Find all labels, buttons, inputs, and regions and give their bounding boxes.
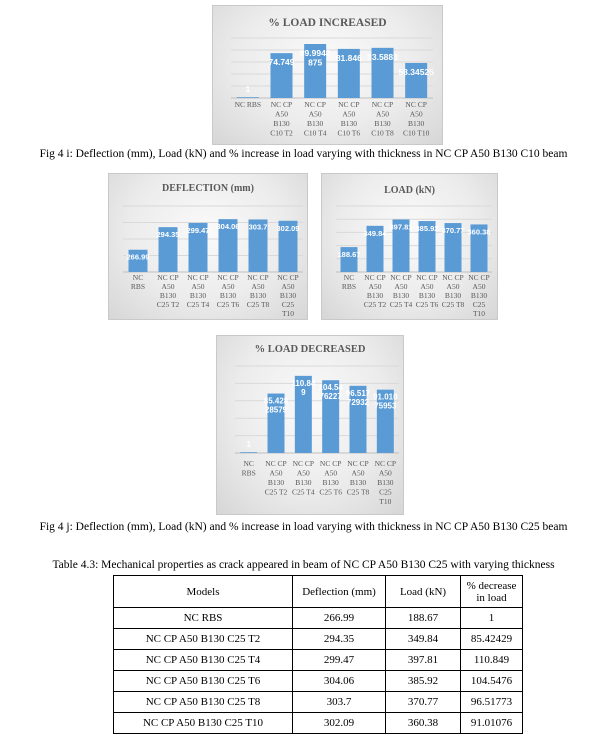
category-label: C25 T2	[264, 487, 288, 497]
category-label: NC	[343, 273, 355, 282]
category-label: B130	[159, 291, 177, 300]
table-row	[114, 692, 523, 713]
category-label: A50	[221, 282, 235, 291]
cell-percent: 85.42429	[461, 629, 523, 650]
chart-plot	[322, 174, 499, 321]
category-label: B130	[444, 291, 462, 300]
category-label: NC CP	[270, 100, 293, 109]
category-label: A50	[296, 468, 310, 478]
cell-percent: 91.01076	[461, 713, 523, 734]
data-label: 110.84	[291, 378, 316, 388]
category-label: B130	[219, 291, 237, 300]
category-label: B130	[408, 119, 425, 128]
category-label: C10 T10	[403, 128, 430, 138]
category-label: A50	[324, 468, 338, 478]
category-label: B130	[340, 119, 357, 128]
category-label: B130	[307, 119, 324, 128]
category-label: C25 T4	[292, 487, 315, 497]
category-label: C10 T6	[337, 128, 361, 138]
data-label: 89.9948	[299, 48, 331, 59]
table-caption: Table 4.3: Mechanical properties as crack appeared in beam of NC CP A50 B130 C25 with varying thickness	[52, 559, 555, 571]
category-label: B130	[322, 478, 339, 487]
cell-percent: 110.849	[461, 650, 523, 671]
cell-load: 360.38	[386, 713, 461, 734]
category-label: T10	[281, 309, 295, 318]
category-label: C25 T6	[216, 300, 240, 309]
data-label: 397.81	[389, 222, 413, 232]
category-label: A50	[420, 282, 434, 291]
category-label: A50	[446, 282, 460, 291]
cell-deflection: 304.06	[293, 671, 386, 692]
cell-deflection: 302.09	[293, 713, 386, 734]
category-label: C25 T8	[346, 487, 370, 497]
category-label: B130	[418, 291, 436, 300]
category-label: C25 T4	[186, 300, 210, 309]
header-percent-decrease: % decrease in load	[461, 576, 523, 608]
category-label: NC CP	[468, 273, 490, 282]
figure-caption-4i: Fig 4 i: Deflection (mm), Load (kN) and % increase in load varying with thickness in NC CP A50 B130 C10 beam	[39, 148, 568, 160]
category-label: NC CP	[371, 100, 394, 109]
data-label: 96.517	[345, 388, 371, 398]
deflection-chart	[108, 173, 308, 320]
table-row	[114, 629, 523, 650]
cell-load: 349.84	[386, 629, 461, 650]
category-label: A50	[281, 282, 295, 291]
category-label: C25 T6	[415, 300, 439, 309]
category-label: RBS	[241, 468, 256, 478]
category-label: NC CP	[374, 459, 397, 468]
category-label: A50	[378, 468, 392, 478]
data-label: 1	[246, 440, 251, 449]
cell-deflection: 266.99	[293, 608, 386, 629]
table-header-row	[114, 576, 523, 608]
data-label: 304.06	[216, 222, 240, 232]
category-label: A50	[376, 109, 389, 119]
cell-deflection: 294.35	[293, 629, 386, 650]
category-label: B130	[279, 291, 297, 300]
table-row	[114, 671, 523, 692]
chart-title: LOAD (kN)	[384, 185, 435, 196]
category-label: T10	[379, 497, 392, 506]
category-label: NC CP	[405, 100, 427, 109]
category-label: A50	[472, 282, 486, 291]
data-label: 294.35	[156, 230, 180, 240]
cell-model: NC CP A50 B130 C25 T8	[114, 692, 293, 713]
category-label: T10	[472, 309, 486, 318]
category-label: B130	[295, 478, 312, 487]
category-label: B130	[470, 291, 488, 300]
category-label: C25 T8	[441, 300, 465, 309]
header-load: Load (kN)	[386, 576, 461, 608]
category-label: NC CP	[364, 273, 386, 282]
category-label: NC CP	[390, 273, 412, 282]
category-label: NC CP	[265, 459, 287, 468]
category-label: B130	[349, 478, 367, 487]
data-label: 1	[245, 84, 251, 94]
category-label: C10 T8	[371, 128, 394, 138]
data-label: 81.846	[335, 52, 362, 63]
cell-model: NC CP A50 B130 C25 T10	[114, 713, 293, 734]
data-label: 370.77	[441, 226, 465, 236]
data-label: 9	[301, 387, 306, 397]
category-label: NC	[132, 273, 144, 282]
data-label: 72932	[346, 397, 370, 407]
category-label: NC CP	[247, 273, 269, 282]
category-label: NC CP	[187, 273, 209, 282]
cell-percent: 96.51773	[461, 692, 523, 713]
category-label: NC CP	[157, 273, 179, 282]
category-label: NC RBS	[234, 100, 262, 109]
category-label: NC CP	[416, 273, 438, 282]
category-label: C25	[472, 300, 486, 309]
category-label: A50	[308, 109, 322, 119]
data-label: 385.92	[415, 224, 439, 234]
data-label: 360.38	[467, 227, 491, 237]
category-label: NC CP	[292, 459, 315, 468]
data-label: 266.99	[126, 252, 150, 262]
load-increased-chart	[212, 5, 443, 145]
data-label: 302.09	[276, 223, 300, 233]
load-decreased-chart	[216, 335, 404, 515]
cell-load: 397.81	[386, 650, 461, 671]
category-label: B130	[366, 291, 384, 300]
chart-plot	[217, 336, 405, 516]
data-label: 83.5883	[367, 51, 398, 62]
load-chart	[321, 173, 498, 320]
data-label: 76227	[319, 392, 342, 402]
category-label: C25 T2	[156, 300, 180, 309]
category-label: B130	[392, 291, 410, 300]
table-row	[114, 713, 523, 734]
category-label: NC CP	[304, 100, 326, 109]
chart-title: % LOAD INCREASED	[268, 17, 387, 29]
category-label: A50	[394, 282, 408, 291]
category-label: A50	[269, 468, 283, 478]
category-label: C25 T2	[363, 300, 387, 309]
cell-load: 370.77	[386, 692, 461, 713]
category-label: A50	[251, 282, 265, 291]
category-label: C25	[281, 300, 295, 309]
data-label: 303.7	[248, 222, 268, 232]
category-label: A50	[351, 468, 365, 478]
data-label: 91.010	[373, 392, 398, 402]
category-label: NC CP	[217, 273, 239, 282]
header-models: Models	[114, 576, 293, 608]
data-label: 188.67	[337, 250, 361, 260]
category-label: NC CP	[442, 273, 464, 282]
category-label: C25	[379, 487, 392, 497]
category-label: NC	[243, 459, 254, 468]
category-label: A50	[368, 282, 382, 291]
category-label: B130	[189, 291, 207, 300]
bar	[237, 97, 259, 98]
category-label: B130	[377, 478, 394, 487]
data-label: 85.428	[263, 396, 289, 406]
data-label: 299.47	[186, 225, 210, 235]
data-label: 58.34525	[398, 66, 434, 77]
bar	[240, 452, 257, 453]
cell-deflection: 303.7	[293, 692, 386, 713]
category-label: C25 T8	[246, 300, 270, 309]
cell-model: NC CP A50 B130 C25 T2	[114, 629, 293, 650]
category-label: B130	[374, 119, 391, 128]
category-label: C25 T4	[389, 300, 413, 309]
data-label: 75953	[374, 401, 397, 411]
cell-model: NC RBS	[114, 608, 293, 629]
chart-plot	[109, 174, 309, 321]
cell-percent: 104.5476	[461, 671, 523, 692]
category-label: A50	[275, 109, 288, 119]
chart-title: % LOAD DECREASED	[254, 344, 366, 355]
cell-model: NC CP A50 B130 C25 T6	[114, 671, 293, 692]
category-label: B130	[249, 291, 267, 300]
chart-plot	[213, 6, 444, 146]
chart-title: DEFLECTION (mm)	[162, 183, 254, 194]
data-label: 74.749	[268, 57, 295, 68]
category-label: A50	[342, 109, 356, 119]
category-label: C25 T6	[319, 487, 342, 497]
mechanical-properties-table	[113, 575, 523, 734]
cell-percent: 1	[461, 608, 523, 629]
category-label: RBS	[130, 282, 146, 291]
category-label: A50	[409, 109, 423, 119]
category-label: RBS	[341, 282, 357, 291]
category-label: NC CP	[347, 459, 369, 468]
data-label: 104.54	[318, 383, 343, 393]
category-label: A50	[161, 282, 175, 291]
cell-load: 188.67	[386, 608, 461, 629]
table-row	[114, 650, 523, 671]
data-label: 875	[308, 57, 323, 68]
data-label: 28579	[264, 405, 288, 415]
category-label: A50	[191, 282, 205, 291]
category-label: B130	[273, 119, 290, 128]
category-label: C10 T2	[270, 128, 293, 138]
category-label: NC CP	[338, 100, 360, 109]
category-label: C10 T4	[303, 128, 327, 138]
cell-deflection: 299.47	[293, 650, 386, 671]
table-row	[114, 608, 523, 629]
category-label: B130	[267, 478, 285, 487]
figure-caption-4j: Fig 4 j: Deflection (mm), Load (kN) and % increase in load varying with thickness in NC CP A50 B130 C25 beam	[39, 521, 568, 533]
category-label: NC CP	[277, 273, 299, 282]
category-label: NC CP	[319, 459, 342, 468]
cell-model: NC CP A50 B130 C25 T4	[114, 650, 293, 671]
cell-load: 385.92	[386, 671, 461, 692]
header-deflection: Deflection (mm)	[293, 576, 386, 608]
data-label: 349.84	[363, 228, 387, 238]
